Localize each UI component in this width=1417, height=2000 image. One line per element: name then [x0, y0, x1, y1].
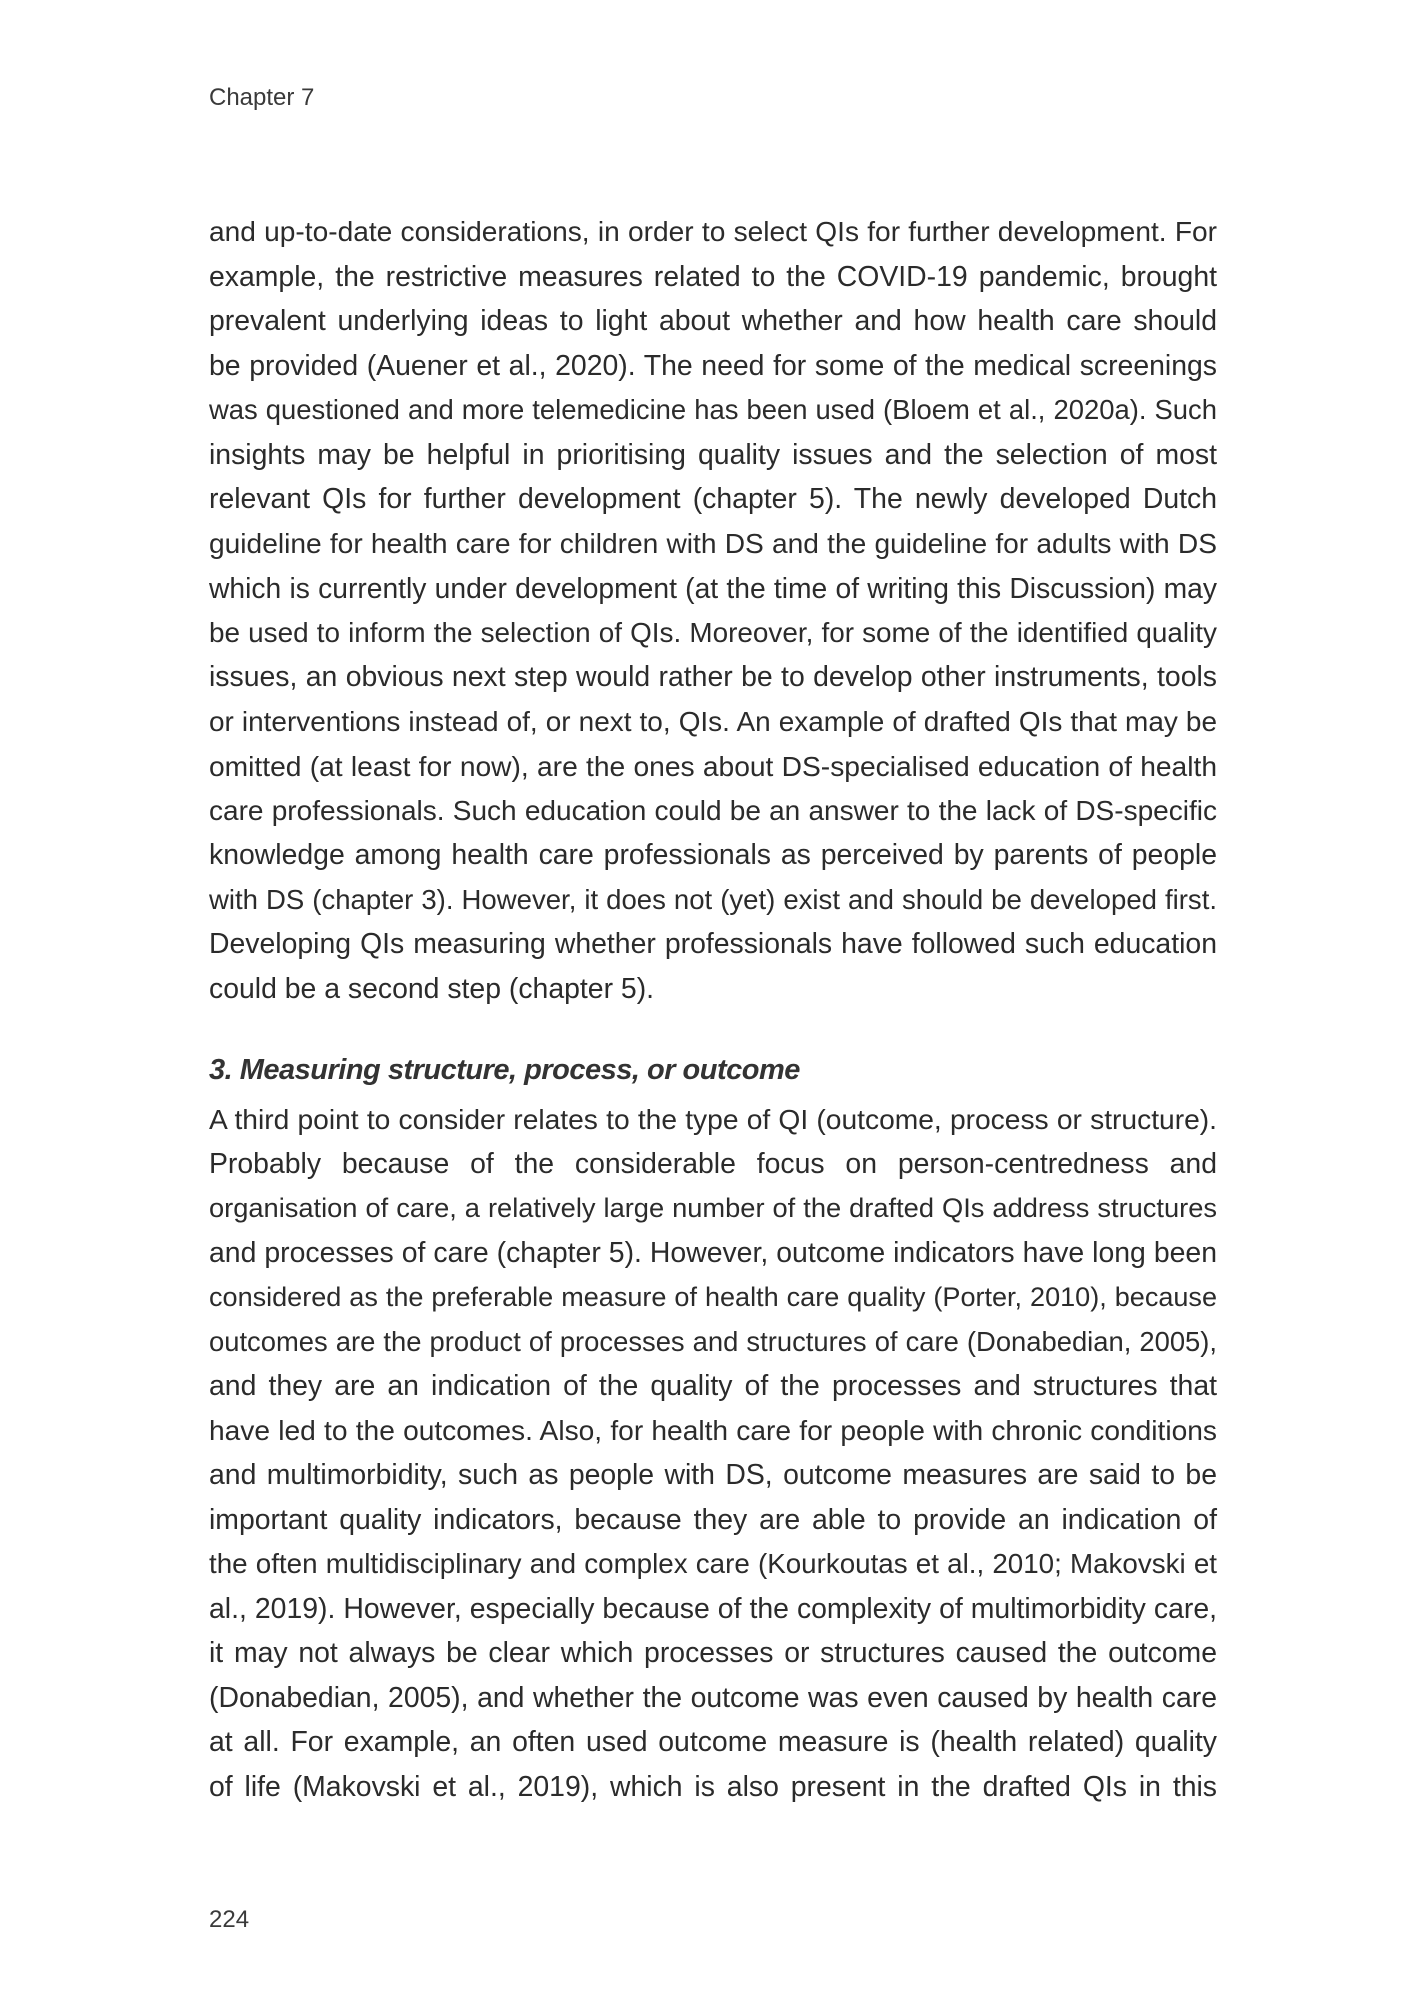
text-line: which is currently under development (at the time of writing this Discussion) may	[209, 572, 1217, 604]
text-line: could be a second step (chapter 5).	[209, 972, 655, 1005]
text-line: A third point to consider relates to the type of QI (outcome, process or structure).	[209, 1103, 1217, 1135]
text-line: important quality indicators, because they are able to provide an indication of	[209, 1503, 1217, 1536]
text-line: have led to the outcomes. Also, for health care for people with chronic conditions	[209, 1414, 1217, 1446]
text-line: organisation of care, a relatively large number of the drafted QIs address structures	[209, 1192, 1217, 1223]
text-line: issues, an obvious next step would rather be to develop other instruments, tools	[209, 661, 1217, 693]
text-line: omitted (at least for now), are the ones about DS-specialised education of health	[209, 750, 1217, 782]
text-line: was questioned and more telemedicine has been used (Bloem et al., 2020a). Such	[209, 394, 1217, 425]
text-line: prevalent underlying ideas to light about whether and how health care should	[209, 305, 1217, 337]
text-line: guideline for health care for children with DS and the guideline for adults with DS	[209, 527, 1217, 559]
text-line: knowledge among health care professionals as perceived by parents of people	[209, 839, 1217, 871]
text-line: insights may be helpful in prioritising quality issues and the selection of most	[209, 438, 1217, 471]
text-line: care professionals. Such education could be an answer to the lack of DS-specific	[209, 794, 1217, 826]
text-line: with DS (chapter 3). However, it does not (yet) exist and should be developed first.	[209, 883, 1217, 915]
text-line: example, the restrictive measures related to the COVID-19 pandemic, brought	[209, 260, 1217, 293]
text-line: al., 2019). However, especially because of the complexity of multimorbidity care,	[209, 1592, 1217, 1625]
text-line: of life (Makovski et al., 2019), which is also present in the drafted QIs in this	[209, 1770, 1217, 1803]
text-line: be used to inform the selection of QIs. Moreover, for some of the identified quality	[209, 616, 1217, 648]
running-header: Chapter 7	[209, 84, 315, 111]
text-line: at all. For example, an often used outcome measure is (health related) quality	[209, 1726, 1217, 1758]
text-line: and multimorbidity, such as people with DS, outcome measures are said to be	[209, 1459, 1217, 1491]
text-line: Probably because of the considerable focus on person-centredness and	[209, 1147, 1217, 1180]
text-line: considered as the preferable measure of health care quality (Porter, 2010), because	[209, 1282, 1217, 1312]
text-line: outcomes are the product of processes and structures of care (Donabedian, 2005),	[209, 1325, 1217, 1357]
text-line: the often multidisciplinary and complex care (Kourkoutas et al., 2010; Makovski et	[209, 1548, 1217, 1579]
body-paragraph-1	[209, 210, 1217, 1011]
text-line: it may not always be clear which processes or structures caused the outcome	[209, 1637, 1217, 1669]
text-line: Developing QIs measuring whether professionals have followed such education	[209, 928, 1217, 960]
page-number: 224	[209, 1906, 250, 1933]
body-paragraph-2	[209, 1097, 1217, 1809]
text-line: and they are an indication of the quality of the processes and structures that	[209, 1370, 1217, 1402]
section-heading: 3. Measuring structure, process, or outcome	[209, 1054, 800, 1086]
text-line: be provided (Auener et al., 2020). The need for some of the medical screenings	[209, 349, 1217, 382]
text-line: and processes of care (chapter 5). However, outcome indicators have long been	[209, 1236, 1217, 1269]
text-line: relevant QIs for further development (chapter 5). The newly developed Dutch	[209, 483, 1217, 515]
text-line: or interventions instead of, or next to, QIs. An example of drafted QIs that may be	[209, 705, 1217, 737]
text-line: and up-to-date considerations, in order to select QIs for further development. For	[209, 216, 1217, 247]
text-line: (Donabedian, 2005), and whether the outcome was even caused by health care	[209, 1681, 1217, 1714]
